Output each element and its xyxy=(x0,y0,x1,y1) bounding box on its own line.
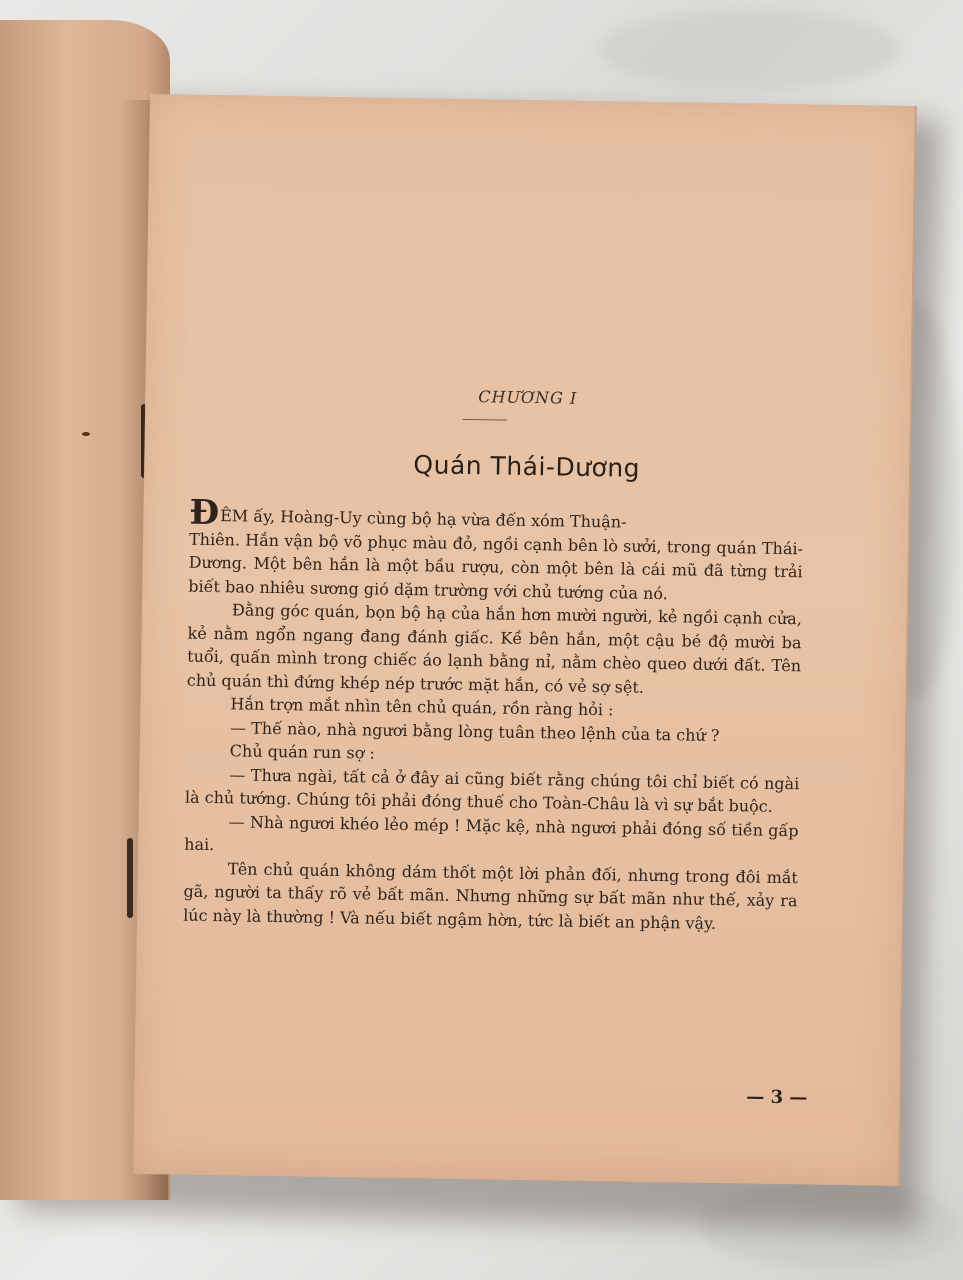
background-marble xyxy=(600,10,900,90)
paragraph: — Nhà ngươi khéo lẻo mép ! Mặc kệ, nhà ngươi phải đóng số tiền gấp hai. xyxy=(184,811,799,855)
paragraph: — Thế nào, nhà ngươi bằng lòng tuân theo lệnh của ta chứ ? xyxy=(229,717,720,745)
paragraph: Chủ quán run sợ : xyxy=(229,741,375,763)
paragraph: Tên chủ quán không dám thốt một lời phản đối, nhưng trong đôi mắt gã, người ta thấy rõ vẻ bất mãn. Nhưng những sự bất mãn như thế, xảy ra lúc này là thường ! Và nếu biết ngậm hờn, tức là biết an phận vậy. xyxy=(183,858,798,933)
paragraph: Đằng góc quán, bọn bộ hạ của hắn hơn mười người, kẻ ngồi cạnh cửa, kẻ nằm ngổn ngang đang đánh giấc. Kề bên hắn, một cậu bé độ mười ba tuổi, quấn mình trong chiếc áo lạnh bằng nỉ, nằm chèo queo dưới đất. Tên chủ quán thì đứng khép nép trước mặt hắn, có vẻ sợ sệt. xyxy=(186,600,803,697)
drop-cap: Đ xyxy=(189,492,220,534)
chapter-divider xyxy=(463,419,507,421)
book-page xyxy=(133,94,917,1186)
paragraph: Thiên. Hắn vận bộ võ phục màu đỏ, ngồi cạnh bên lò sưởi, trong quán Thái-Dương. Một bên hắn là một bầu rượu, còn một bên là cái mũ đã từng trải biết bao nhiêu sương gió dặm trường với chủ tướng của nó. xyxy=(188,529,804,603)
ink-speck xyxy=(82,432,90,436)
staple-bottom xyxy=(127,838,133,918)
chapter-title: Quán Thái-Dương xyxy=(413,450,641,483)
page-number: — 3 — xyxy=(746,1086,808,1109)
chapter-body xyxy=(183,492,804,937)
paragraph: — Thưa ngài, tất cả ở đây ai cũng biết rằng chúng tôi chỉ biết có ngài là chủ tướng. Chúng tôi phải đóng thuế cho Toàn-Châu là vì sự bắt buộc. xyxy=(184,764,800,816)
first-line-text: ÊM ấy, Hoàng-Uy cùng bộ hạ vừa đến xóm Thuận- xyxy=(220,506,627,532)
paragraph: Hắn trợn mắt nhìn tên chủ quán, rồn ràng hỏi : xyxy=(230,694,614,720)
chapter-label: CHƯƠNG I xyxy=(478,387,578,408)
